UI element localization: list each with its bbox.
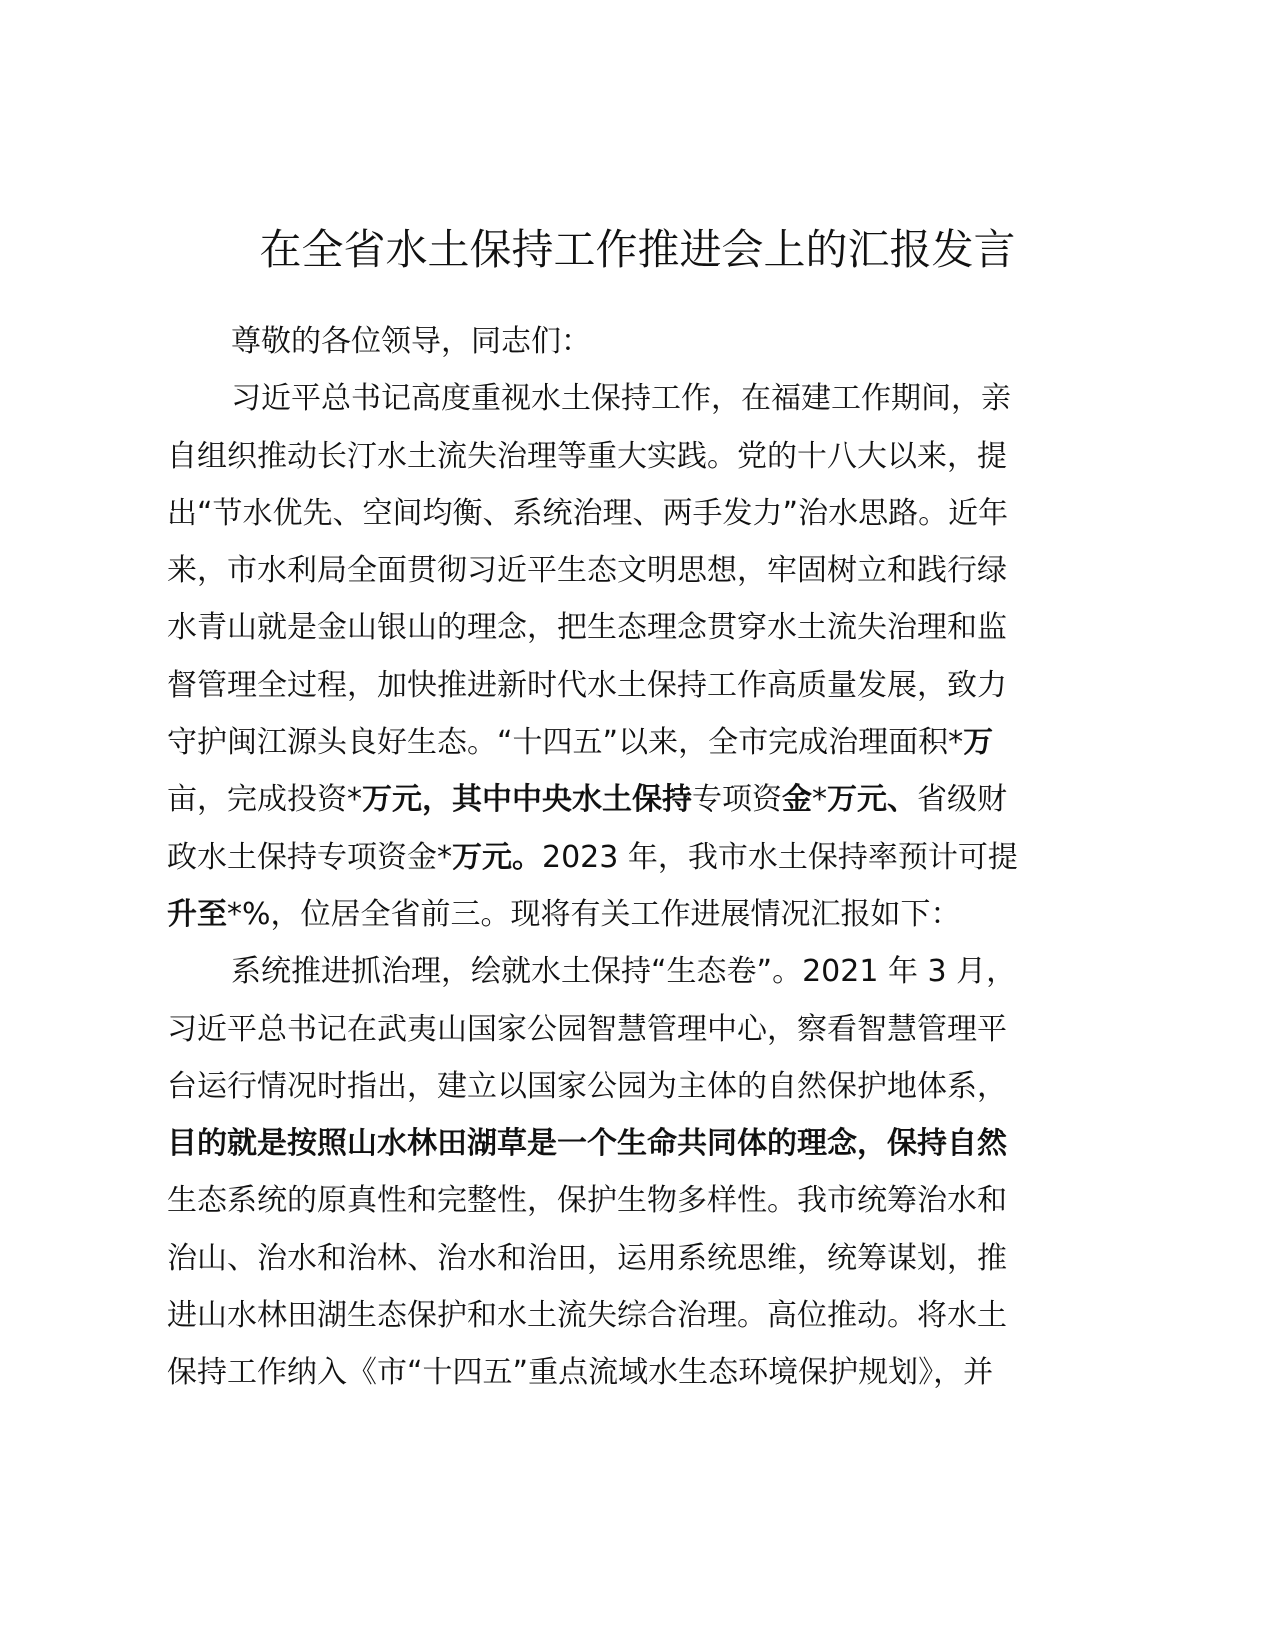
bold-text-run: 万元。 xyxy=(452,839,542,875)
bold-text-run: 万元，其中中央水土保持 xyxy=(362,782,692,818)
paragraph-2-line-8: 保持工作纳入《市“十四五”重点流域水生态环境保护规划》，并 xyxy=(167,1355,994,1391)
paragraph-2-line-1: 系统推进抓治理，绘就水土保持“生态卷”。2021 年 3 月， xyxy=(231,954,1017,990)
document-title: 在全省水土保持工作推进会上的汇报发言 xyxy=(259,225,1016,274)
text-run: * xyxy=(812,782,827,818)
salutation: 尊敬的各位领导，同志们： xyxy=(231,324,591,359)
document-body xyxy=(167,313,1112,1402)
paragraph-1-line-7 xyxy=(167,714,1112,771)
text-run: 亩，完成投资* xyxy=(167,782,362,818)
text-run: 专项资 xyxy=(692,782,782,818)
paragraph-1-line-1: 习近平总书记高度重视水土保持工作，在福建工作期间，亲 xyxy=(231,381,1011,417)
paragraph-2-line-6: 治山、治水和治林、治水和治田，运用系统思维，统筹谋划，推 xyxy=(167,1240,1007,1276)
text-run: 政水土保持专项资金* xyxy=(167,839,452,875)
paragraph-1-line-6: 督管理全过程，加快推进新时代水土保持工作高质量发展，致力 xyxy=(167,667,1007,703)
bold-text-run: 升至 xyxy=(167,896,227,932)
paragraph-1-line-2: 自组织推动长汀水土流失治理等重大实践。党的十八大以来，提 xyxy=(167,438,1007,474)
bold-text-run: 万 xyxy=(963,725,994,761)
bold-text-run: 万元、 xyxy=(827,782,917,818)
paragraph-2-line-5: 生态系统的原真性和完整性，保护生物多样性。我市统筹治水和 xyxy=(167,1183,1007,1219)
text-run: 守护闽江源头良好生态。“十四五”以来，全市完成治理面积* xyxy=(167,725,964,761)
paragraph-2-line-7: 进山水林田湖生态保护和水土流失综合治理。高位推动。将水土 xyxy=(167,1298,1007,1334)
paragraph-1-line-3: 出“节水优先、空间均衡、系统治理、两手发力”治水思路。近年 xyxy=(167,495,1009,531)
bold-text-run: 金 xyxy=(782,782,812,818)
paragraph-1-line-4: 来，市水利局全面贯彻习近平生态文明思想，牢固树立和践行绿 xyxy=(167,553,1007,589)
text-run: *%，位居全省前三。现将有关工作进展情况汇报如下： xyxy=(227,896,961,932)
paragraph-2-line-4: 目的就是按照山水林田湖草是一个生命共同体的理念，保持自然 xyxy=(167,1126,1007,1162)
paragraph-2-line-2: 习近平总书记在武夷山国家公园智慧管理中心，察看智慧管理平 xyxy=(167,1011,1007,1047)
text-run: 2023 年，我市水土保持率预计可提 xyxy=(542,839,1018,875)
paragraph-1-line-5: 水青山就是金山银山的理念，把生态理念贯穿水土流失治理和监 xyxy=(167,610,1007,646)
paragraph-1-line-8 xyxy=(167,771,1112,828)
paragraph-2-line-3: 台运行情况时指出，建立以国家公园为主体的自然保护地体系， xyxy=(167,1068,1007,1104)
paragraph-1-line-10 xyxy=(167,886,1112,943)
text-run: 省级财 xyxy=(917,782,1007,818)
paragraph-1-line-9 xyxy=(167,829,1112,886)
